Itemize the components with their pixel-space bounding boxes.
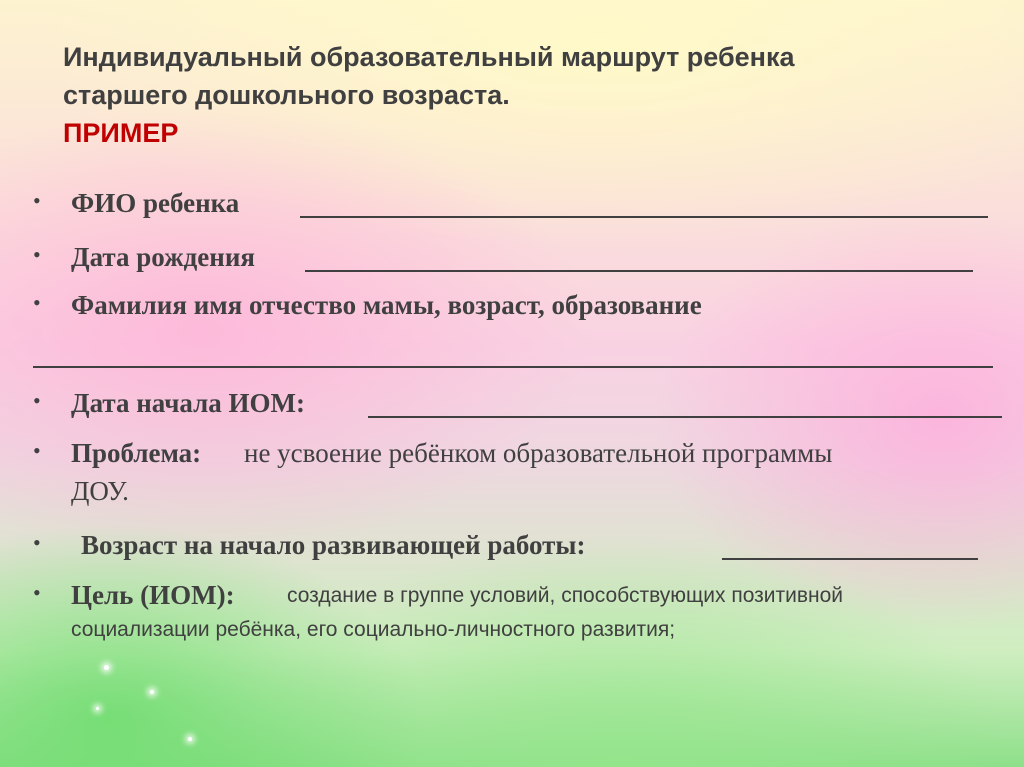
fio-blank-line [300,216,988,218]
age-label: Возраст на начало развивающей работы: [81,530,586,560]
sparkle-decoration [188,737,192,741]
sparkle-decoration [150,690,154,694]
birth-date-blank-line [305,270,973,272]
bullet: • [33,242,41,267]
bullet: • [33,580,41,605]
title-line-1: Индивидуальный образовательный маршрут ребенка [63,42,795,72]
title-line-2: старшего дошкольного возраста. [63,80,510,110]
start-date-blank-line [368,416,1002,418]
bullet: • [33,188,41,213]
mother-label: Фамилия имя отчество мамы, возраст, образование [71,290,702,320]
age-blank-line [722,558,978,560]
birth-date-label: Дата рождения [71,242,256,272]
title-accent: ПРИМЕР [63,118,179,148]
fio-label: ФИО ребенка [71,188,240,218]
problem-text-2: ДОУ. [71,476,129,506]
goal-label: Цель (ИОМ): [71,580,235,610]
sparkle-decoration [104,665,109,670]
goal-text-1: создание в группе условий, способствующих позитивной [287,584,844,607]
goal-text-2: социализации ребёнка, его социально-личностного развития; [71,618,676,641]
bullet: • [33,438,41,463]
sparkle-decoration [96,707,99,710]
bullet: • [33,388,41,413]
problem-label: Проблема: [71,438,202,468]
slide-title [63,38,983,152]
mother-blank-line [33,366,993,368]
bullet: • [33,290,41,315]
start-date-label: Дата начала ИОМ: [71,388,306,418]
bullet: • [33,530,41,555]
problem-text-1: не усвоение ребёнком образовательной программы [244,438,833,468]
